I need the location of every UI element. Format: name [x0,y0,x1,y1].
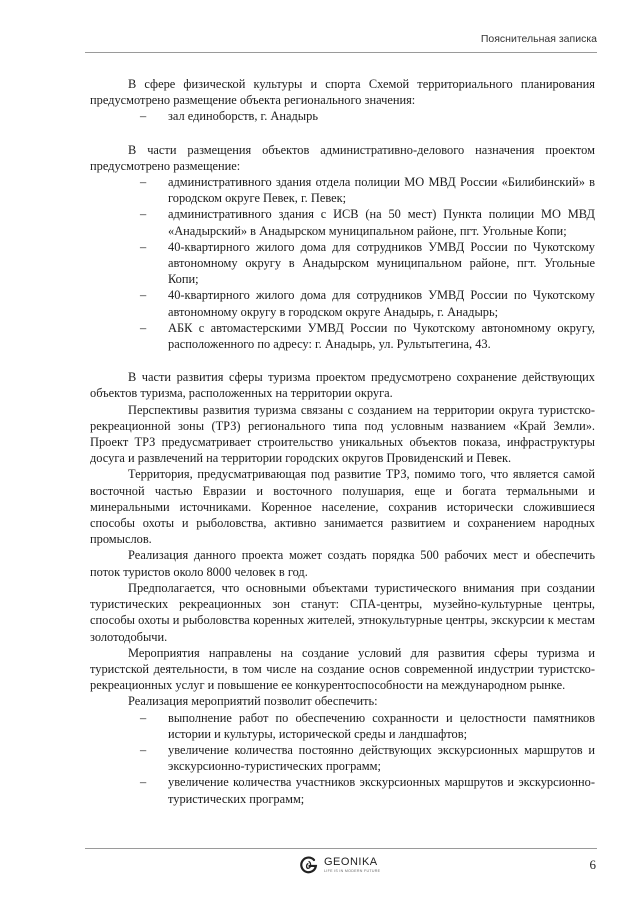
tourism-paragraph: Реализация данного проекта может создать порядка 500 рабочих мест и обеспечить поток туристов около 8000 человек в год. [90,548,595,579]
list-item: – АБК с автомастерскими УМВД России по Чукотскому автономному округу, расположенного по адресу: г. Анадырь, ул. Рультытегина, 43. [168,320,595,352]
list-item: – административного здания с ИСВ (на 50 мест) Пункта полиции МО МВД «Анадырский» в Анадырском муниципальном районе, пгт. Угольные Копи; [168,206,595,238]
tourism-paragraph: Реализация мероприятий позволит обеспечить: [128,694,378,709]
admin-objects-list [90,174,595,352]
logo-name: GEONIKA [324,855,378,868]
outcomes-list [90,710,595,807]
sport-objects-list [90,108,595,124]
list-item: – зал единоборств, г. Анадырь [168,108,595,124]
page-number: 6 [589,857,596,872]
tourism-paragraph: Территория, предусматривающая под развитие ТРЗ, помимо того, что является самой восточной частью Евразии и восточного полушария, еще и богата термальными и минеральными источниками. Коренное население, сохранив исторически сложившиеся способы охоты и рыболовства, активно занимается развитием и сохранением народных промыслов. [90,467,595,547]
list-item: – 40-квартирного жилого дома для сотрудников УМВД России по Чукотскому автономному округу в городском округе Анадырь, г. Анадырь; [168,287,595,319]
logo-tagline: LIFE IS IN MODERN FUTURE [324,868,381,873]
admin-intro-paragraph: В части размещения объектов административно-делового назначения проектом предусмотрено размещение: [90,142,595,173]
document-header-title: Пояснительная записка [480,33,597,45]
list-item: – 40-квартирного жилого дома для сотрудников УМВД России по Чукотскому автономному округу в Анадырском муниципальном районе, пгт. Угольные Копи; [168,239,595,288]
list-item: – административного здания отдела полиции МО МВД России «Билибинский» в городском округе Певек, г. Певек; [168,174,595,206]
footer-divider [85,848,597,849]
list-item: – увеличение количества участников экскурсионных маршрутов и экскурсионно-туристических программ; [168,774,595,806]
tourism-paragraph: Перспективы развития туризма связаны с созданием на территории округа туристско-рекреационной зоны (ТРЗ) регионального типа под условным названием «Край Земли». Проект ТРЗ предусматривает строительство уникальных объектов показа, инфраструктуры досуга и развлечений на территории городских округов Провиденский и Певек. [90,402,595,466]
sport-intro-paragraph: В сфере физической культуры и спорта Схемой территориального планирования предусмотрено размещение объекта регионального значения: [90,77,595,108]
document-body [90,76,595,807]
tourism-paragraph: Предполагается, что основными объектами туристического внимания при создании туристических рекреационных зон станут: СПА-центры, музейно-культурные центры, способы охоты и рыболовства коренных жителей, этнокультурные центры, экскурсии к местам золотодобычи. [90,580,595,644]
geonika-logo-icon [298,854,320,876]
geonika-logo [298,854,380,876]
list-item: – выполнение работ по обеспечению сохранности и целостности памятников истории и культуры, исторической среды и ландшафтов; [168,710,595,742]
list-item: – увеличение количества постоянно действующих экскурсионных маршрутов и экскурсионно-туристических программ; [168,742,595,774]
tourism-paragraph: В части развития сферы туризма проектом предусмотрено сохранение действующих объектов туризма, расположенных на территории округа. [90,370,595,401]
tourism-paragraph: Мероприятия направлены на создание условий для развития сферы туризма и туристской деятельности, в том числе на создание основ современной индустрии туристско-рекреационных услуг и повышение ее конкурентоспособности на международном рынке. [90,645,595,693]
header-divider [85,52,597,53]
